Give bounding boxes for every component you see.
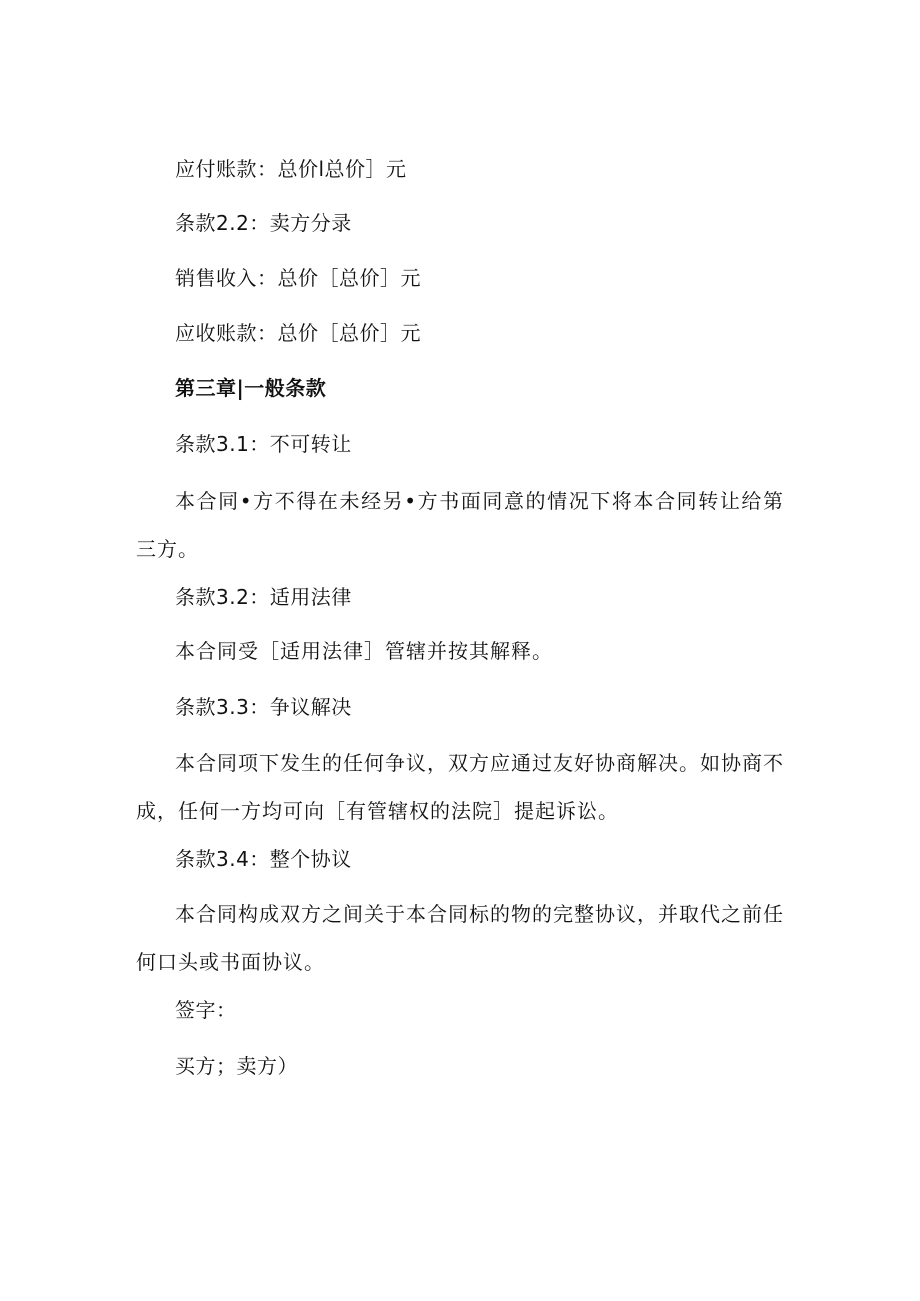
clause-3-3-title: 条款3.3：争议解决	[175, 695, 352, 719]
accounts-receivable-line: 应收账款：总价［总价］元	[175, 321, 421, 345]
clause-3-4-title: 条款3.4：整个协议	[175, 847, 352, 871]
clause-3-2-title: 条款3.2：适用法律	[175, 585, 352, 609]
sales-revenue-line: 销售收入：总价［总价］元	[175, 266, 421, 290]
clause-3-4-body: 本合同构成双方之间关于本合同标的物的完整协议，并取代之前任何口头或书面协议。	[136, 902, 784, 974]
clause-2-2-title: 条款2.2：卖方分录	[175, 211, 352, 235]
chapter-3-title: 第三章|一般条款	[175, 376, 327, 400]
clause-3-2-body: 本合同受［适用法律］管辖并按其解释。	[175, 639, 553, 663]
signature-parties: 买方；卖方）	[175, 1054, 298, 1078]
signature-label: 签字：	[175, 998, 237, 1022]
accounts-payable-line: 应付账款：总价l总价］元	[175, 157, 407, 181]
clause-3-3-body: 本合同项下发生的任何争议，双方应通过友好协商解决。如协商不成，任何一方均可向［有管辖权的法院］提起诉讼。	[136, 751, 784, 823]
clause-3-1-title: 条款3.1：不可转让	[175, 432, 352, 456]
clause-3-1-body: 本合同•方不得在未经另•方书面同意的情况下将本合同转让给第三方。	[136, 489, 784, 561]
